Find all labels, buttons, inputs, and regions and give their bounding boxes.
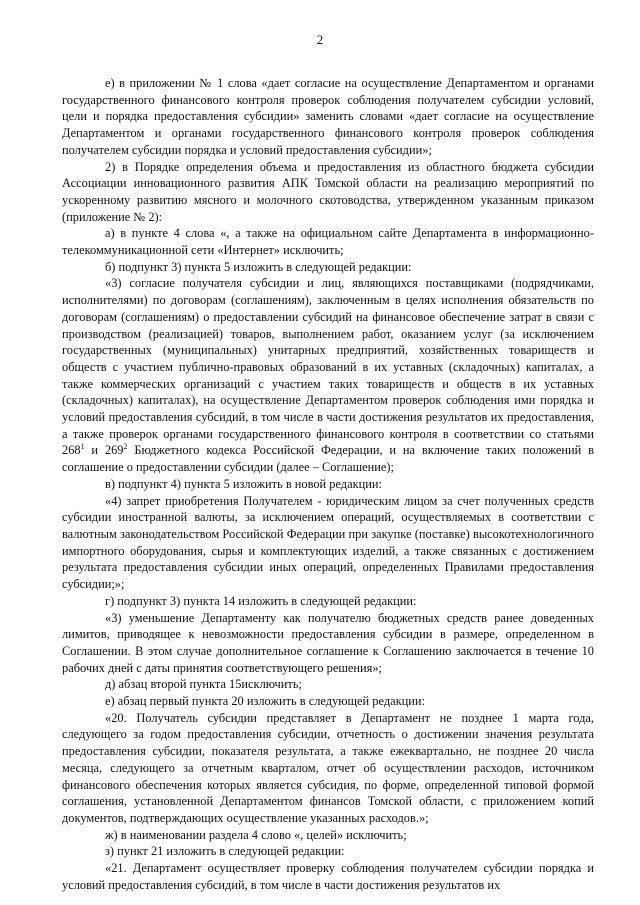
paragraph-d-item15: д) абзац второй пункта 15исключить;: [105, 677, 302, 692]
paragraph-v-item5: в) подпункт 4) пункта 5 изложить в новой редакции:: [105, 476, 382, 491]
paragraph-a-item4: а) в пункте 4 слова «, а также на официальном сайте Департамента в информационно-телекоммуникационной сети «Интернет» исключить;: [62, 226, 594, 258]
document-body: [62, 75, 594, 893]
paragraph-zh-section4: ж) в наименовании раздела 4 слово «, целей» исключить;: [105, 827, 407, 842]
paragraph-2-order: 2) в Порядке определения объема и предоставления из областного бюджета субсидии Ассоциации инновационного развития АПК Томской области на реализацию мероприятий по ускоренному развитию мясного и молочного скотоводства, утвержденном указанным приказом (приложение № 2):: [62, 159, 594, 224]
superscript-2: 2: [123, 442, 128, 452]
paragraph-z-item21: з) пункт 21 изложить в следующей редакции:: [105, 844, 345, 859]
superscript-1: 1: [80, 442, 85, 452]
consent-text-mid: и 269: [84, 443, 124, 458]
page-number: 2: [316, 32, 324, 47]
paragraph-currency-ban: «4) запрет приобретения Получателем - юридическим лицом за счет полученных средств субсидии иностранной валюты, за исключением операций, осуществляемых в соответствии с валютным законодательством Российской Федерации при закупке (поставке) высокотехнологичного импортного оборудования, сырья и комплектующих изделий, а также связанных с достижением результата предоставления субсидии иных операций, определенных Правилами предоставления субсидии;»;: [62, 493, 594, 592]
paragraph-item20-text: «20. Получатель субсидии представляет в Департамент не позднее 1 марта года, следующего за годом предоставления субсидии, отчетность о достижении значения результата предоставления субсидии, показателя результата, а также ежеквартально, не позднее 20 числа месяца, следующего за отчетным кварталом, отчет об осуществлении расходов, источником финансового обеспечения которых является субсидия, по форме, определенной типовой формой соглашения, установленной Департаментом финансов Томской области, с приложением копий документов, подтверждающих осуществление указанных расходов.»;: [62, 710, 594, 825]
paragraph-b-item5: б) подпункт 3) пункта 5 изложить в следующей редакции:: [105, 259, 412, 274]
paragraph-e-appendix1: е) в приложении № 1 слова «дает согласие на осуществление Департаментом и органами государственного финансового контроля проверок соблюдения получателем субсидии условий, цели и порядка предоставления субсидии» заменить словами «дает согласие на осуществление Департаментом и органами государственного финансового контроля проверок соблюдения получателем субсидии порядка и условий предоставления субсидии»;: [62, 76, 594, 157]
paragraph-item21-text: «21. Департамент осуществляет проверку соблюдения получателем субсидии порядка и условий предоставления субсидий, в том числе в части достижения результатов их: [62, 861, 594, 892]
paragraph-g-item14: г) подпункт 3) пункта 14 изложить в следующей редакции:: [105, 593, 417, 608]
paragraph-e-item20: е) абзац первый пункта 20 изложить в следующей редакции:: [105, 694, 425, 709]
paragraph-consent-clause: [62, 275, 594, 475]
consent-text-main: «3) согласие получателя субсидии и лиц, являющихся поставщиками (подрядчиками, исполнителями) по договорам (соглашениям), заключенным в целях исполнения обязательств по договорам (соглашениям) о предоставлении субсидий на финансовое обеспечение затрат в связи с производством (реализацией) товаров, выполнением работ, оказанием услуг (за исключением государственных (муниципальных) унитарных предприятий, хозяйственных товариществ и обществ с участием публично-правовых образований в их уставных (складочных) капиталах, а также коммерческих организаций с участием таких товариществ и обществ в их уставных (складочных) капиталах), на осуществление Департаментом проверок соблюдения ими порядка и условий предоставления субсидий, в том числе в части достижения результатов их предоставления, а также проверок органами государственного финансового контроля в соответствии со статьями 268: [62, 276, 594, 458]
consent-text-end: Бюджетного кодекса Российской Федерации, и на включение таких положений в соглашение о предоставлении субсидии (далее – Соглашение);: [62, 443, 594, 475]
paragraph-limits-reduction: «3) уменьшение Департаменту как получателю бюджетных средств ранее доведенных лимитов, приводящее к невозможности предоставления субсидии в размере, определенном в Соглашении. В этом случае дополнительное соглашение к Соглашению заключается в течение 10 рабочих дней с даты принятия соответствующего решения»;: [62, 610, 594, 675]
